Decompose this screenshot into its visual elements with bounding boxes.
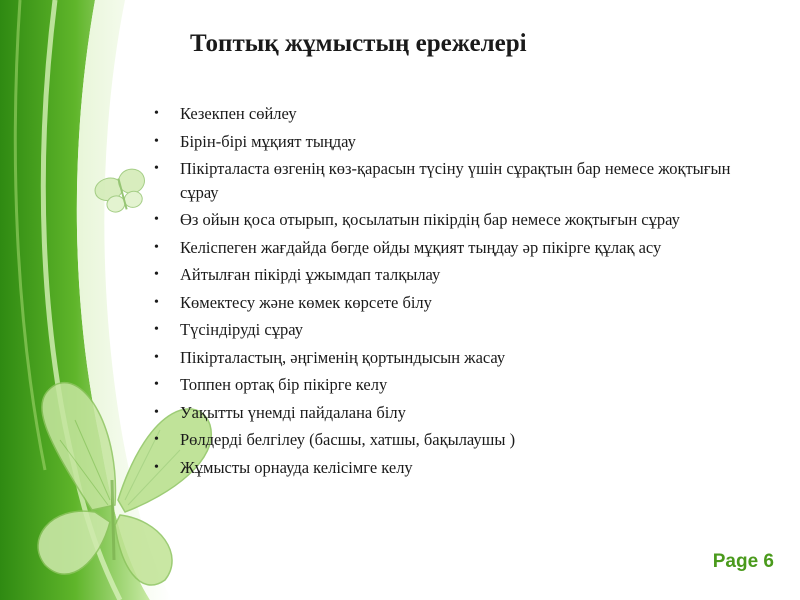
bullet-marker: • — [154, 161, 159, 176]
list-item-text: Айтылған пікірді ұжымдап талқылау — [180, 265, 441, 284]
list-item — [150, 263, 760, 287]
list-item — [150, 130, 760, 154]
list-item-text: Топпен ортақ бір пікірге келу — [180, 375, 388, 394]
list-item-text: Кезекпен сөйлеу — [180, 104, 297, 123]
list-item-text: Уақытты үнемді пайдалана білу — [180, 402, 406, 422]
list-item-text: Бірін-бірі мұқият тыңдау — [180, 131, 356, 151]
list-item-text: Көмектесу және көмек көрсете білу — [180, 292, 432, 312]
bullet-marker: • — [154, 404, 159, 420]
bullet-marker: • — [154, 377, 159, 392]
list-item — [150, 102, 760, 126]
list-item-text: Түсіндіруді сұрау — [180, 320, 303, 339]
list-item-text: Өз ойын қоса отырып, қосылатын пікірдің бар немесе жоқтығын сұрау — [180, 210, 680, 229]
list-item — [150, 157, 760, 204]
bullet-marker: • — [154, 432, 159, 447]
bullet-marker: • — [154, 106, 159, 121]
slide-title: Топтық жұмыстың ережелері — [190, 30, 527, 57]
list-item — [150, 208, 760, 232]
rules-list — [150, 102, 760, 483]
bullet-marker: • — [154, 459, 159, 475]
list-item — [150, 236, 760, 260]
list-item — [150, 401, 760, 425]
bullet-marker: • — [154, 239, 159, 255]
list-item — [150, 318, 760, 342]
bullet-marker: • — [154, 349, 159, 365]
list-item-text: Рөлдерді белгілеу (басшы, хатшы, бақылаушы ) — [180, 430, 516, 449]
list-item-text: Келіспеген жағдайда бөгде ойды мұқият тыңдау әр пікірге құлақ асу — [180, 237, 662, 257]
list-item — [150, 456, 760, 480]
bullet-marker: • — [154, 133, 159, 149]
list-item — [150, 373, 760, 397]
list-item — [150, 428, 760, 452]
list-item-text: Жұмысты орнауда келісімге келу — [180, 457, 413, 477]
list-item-text: Пікірталастың, әңгіменің қортындысын жасау — [180, 347, 506, 367]
list-item-text: Пікірталаста өзгенің көз-қарасын түсіну үшін сұрақтын бар немесе жоқтығын сұрау — [180, 159, 731, 202]
page-number: Page 6 — [712, 551, 774, 572]
list-item — [150, 346, 760, 370]
bullet-marker: • — [154, 294, 159, 310]
bullet-marker: • — [154, 322, 159, 337]
bullet-marker: • — [154, 212, 159, 227]
list-item — [150, 291, 760, 315]
bullet-marker: • — [154, 267, 159, 282]
